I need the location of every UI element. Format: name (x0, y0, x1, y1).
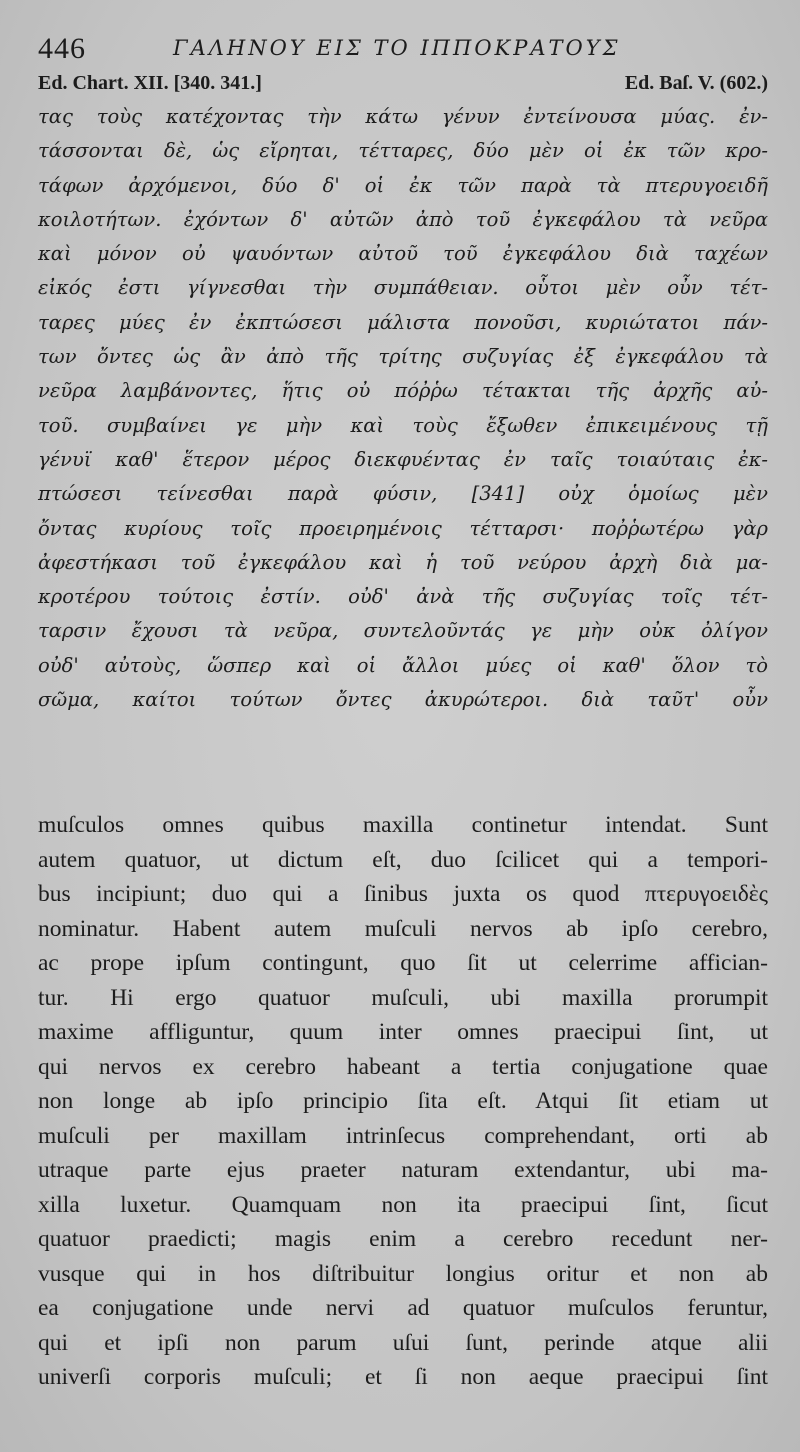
latin-text-line: ea conjugatione unde nervi ad quatuor muſculos feruntur, (38, 1295, 768, 1321)
greek-text-line: οὐδ' αὐτοὺς, ὥσπερ καὶ οἱ ἄλλοι μύες οἱ καθ' ὅλον τὸ (38, 653, 768, 677)
running-title: ΓΑΛΗΝΟΥ ΕΙΣ ΤΟ ΙΠΠΟΚΡΑΤΟΥΣ (173, 36, 621, 60)
latin-text-line: nominatur. Habent autem muſculi nervos ab ipſo cerebro, (38, 915, 768, 942)
latin-text-line: xilla luxetur. Quamquam non ita praecipui ſint, ſicut (38, 1191, 768, 1218)
greek-text-line: ὄντας κυρίους τοῖς προειρημένοις τέτταρσι· ποῤῥωτέρω γὰρ (38, 516, 768, 540)
greek-text-line: τάφων ἀρχόμενοι, δύο δ' οἱ ἐκ τῶν παρὰ τὰ πτερυγοειδῆ (38, 173, 768, 197)
greek-text-line: εἰκός ἐστι γίγνεσθαι τὴν συμπάθειαν. οὗτοι μὲν οὖν τέτ- (38, 276, 768, 300)
latin-text-line: qui et ipſi non parum uſui ſunt, perinde atque alii (38, 1329, 768, 1356)
greek-text-line: τας τοὺς κατέχοντας τὴν κάτω γένυν ἐντείνουσα μύας. ἐν- (38, 105, 768, 128)
greek-text-line: κοιλοτήτων. ἐχόντων δ' αὐτῶν ἀπὸ τοῦ ἐγκεφάλου τὰ νεῦρα (38, 207, 768, 231)
edition-basel-reference: Ed. Baſ. V. (602.) (624, 72, 768, 94)
latin-text-line: muſculos omnes quibus maxilla continetur intendat. Sunt (38, 812, 768, 838)
edition-reference-line (38, 72, 768, 100)
latin-text-line: tur. Hi ergo quatuor muſculi, ubi maxilla prorumpit (38, 984, 768, 1011)
latin-text-line: autem quatuor, ut dictum eſt, duo ſcilicet qui a tempori- (38, 846, 768, 873)
greek-text-line: κροτέρου τούτοις ἐστίν. οὐδ' ἀνὰ τῆς συζυγίας τοῖς τέτ- (38, 585, 768, 609)
greek-text-line: ταρσιν ἔχουσι τὰ νεῦρα, συντελοῦντάς γε μὴν οὐκ ὀλίγον (38, 619, 768, 643)
greek-text-line: ἀφεστήκασι τοῦ ἐγκεφάλου καὶ ἡ τοῦ νεύρου ἀρχὴ διὰ μα- (38, 550, 768, 574)
latin-text-line: non longe ab ipſo principio ſita eſt. Atqui ſit etiam ut (38, 1088, 768, 1114)
greek-text-line: τοῦ. συμβαίνει γε μὴν καὶ τοὺς ἔξωθεν ἐπικειμένους τῇ (38, 413, 768, 437)
greek-text-line: σῶμα, καίτοι τούτων ὄντες ἀκυρώτεροι. διὰ ταῦτ' οὖν (38, 688, 768, 712)
latin-text-line: bus incipiunt; duo qui a ſinibus juxta os quod πτερυγοειδὲς (38, 881, 768, 907)
latin-text-line: maxime affliguntur, quum inter omnes praecipui ſint, ut (38, 1019, 768, 1045)
latin-text-line: qui nervos ex cerebro habeant a tertia conjugatione quae (38, 1053, 768, 1080)
latin-text-line: ac prope ipſum contingunt, quo ſit ut celerrime affician- (38, 950, 768, 976)
greek-text-line: καὶ μόνον οὐ ψαυόντων αὐτοῦ τοῦ ἐγκεφάλου διὰ ταχέων (38, 242, 768, 266)
page-number: 446 (38, 32, 86, 65)
latin-text-line: univerſi corporis muſculi; et ſi non aeque praecipui ſint (38, 1364, 768, 1390)
greek-text-line: πτώσεσι τείνεσθαι παρὰ φύσιν, [341] οὐχ ὁμοίως μὲν (38, 482, 768, 506)
greek-text-line: νεῦρα λαμβάνοντες, ἥτις οὐ πόῤῥω τέτακται τῆς ἀρχῆς αὐ- (38, 379, 768, 403)
greek-text-line: γένυϊ καθ' ἕτερον μέρος διεκφυέντας ἐν ταῖς τοιαύταις ἐκ- (38, 447, 768, 471)
latin-text-line: muſculi per maxillam intrinſecus comprehendant, orti ab (38, 1122, 768, 1149)
edition-chartier-reference: Ed. Chart. XII. [340. 341.] (38, 72, 262, 94)
greek-text-block (38, 100, 768, 717)
greek-text-line: ταρες μύες ἐν ἐκπτώσεσι μάλιστα πονοῦσι, κυριώτατοι πάν- (38, 310, 768, 334)
latin-text-block (38, 808, 768, 1395)
greek-text-line: τάσσονται δὲ, ὡς εἴρηται, τέτταρες, δύο μὲν οἱ ἐκ τῶν κρο- (38, 139, 768, 163)
latin-text-line: utraque parte ejus praeter naturam extendantur, ubi ma- (38, 1157, 768, 1183)
latin-text-line: quatuor praedicti; magis enim a cerebro recedunt ner- (38, 1226, 768, 1252)
greek-text-line: των ὄντες ὡς ἂν ἀπὸ τῆς τρίτης συζυγίας ἐξ ἐγκεφάλου τὰ (38, 345, 768, 369)
page-header (38, 30, 768, 70)
latin-text-line: vusque qui in hos diſtribuitur longius oritur et non ab (38, 1260, 768, 1287)
